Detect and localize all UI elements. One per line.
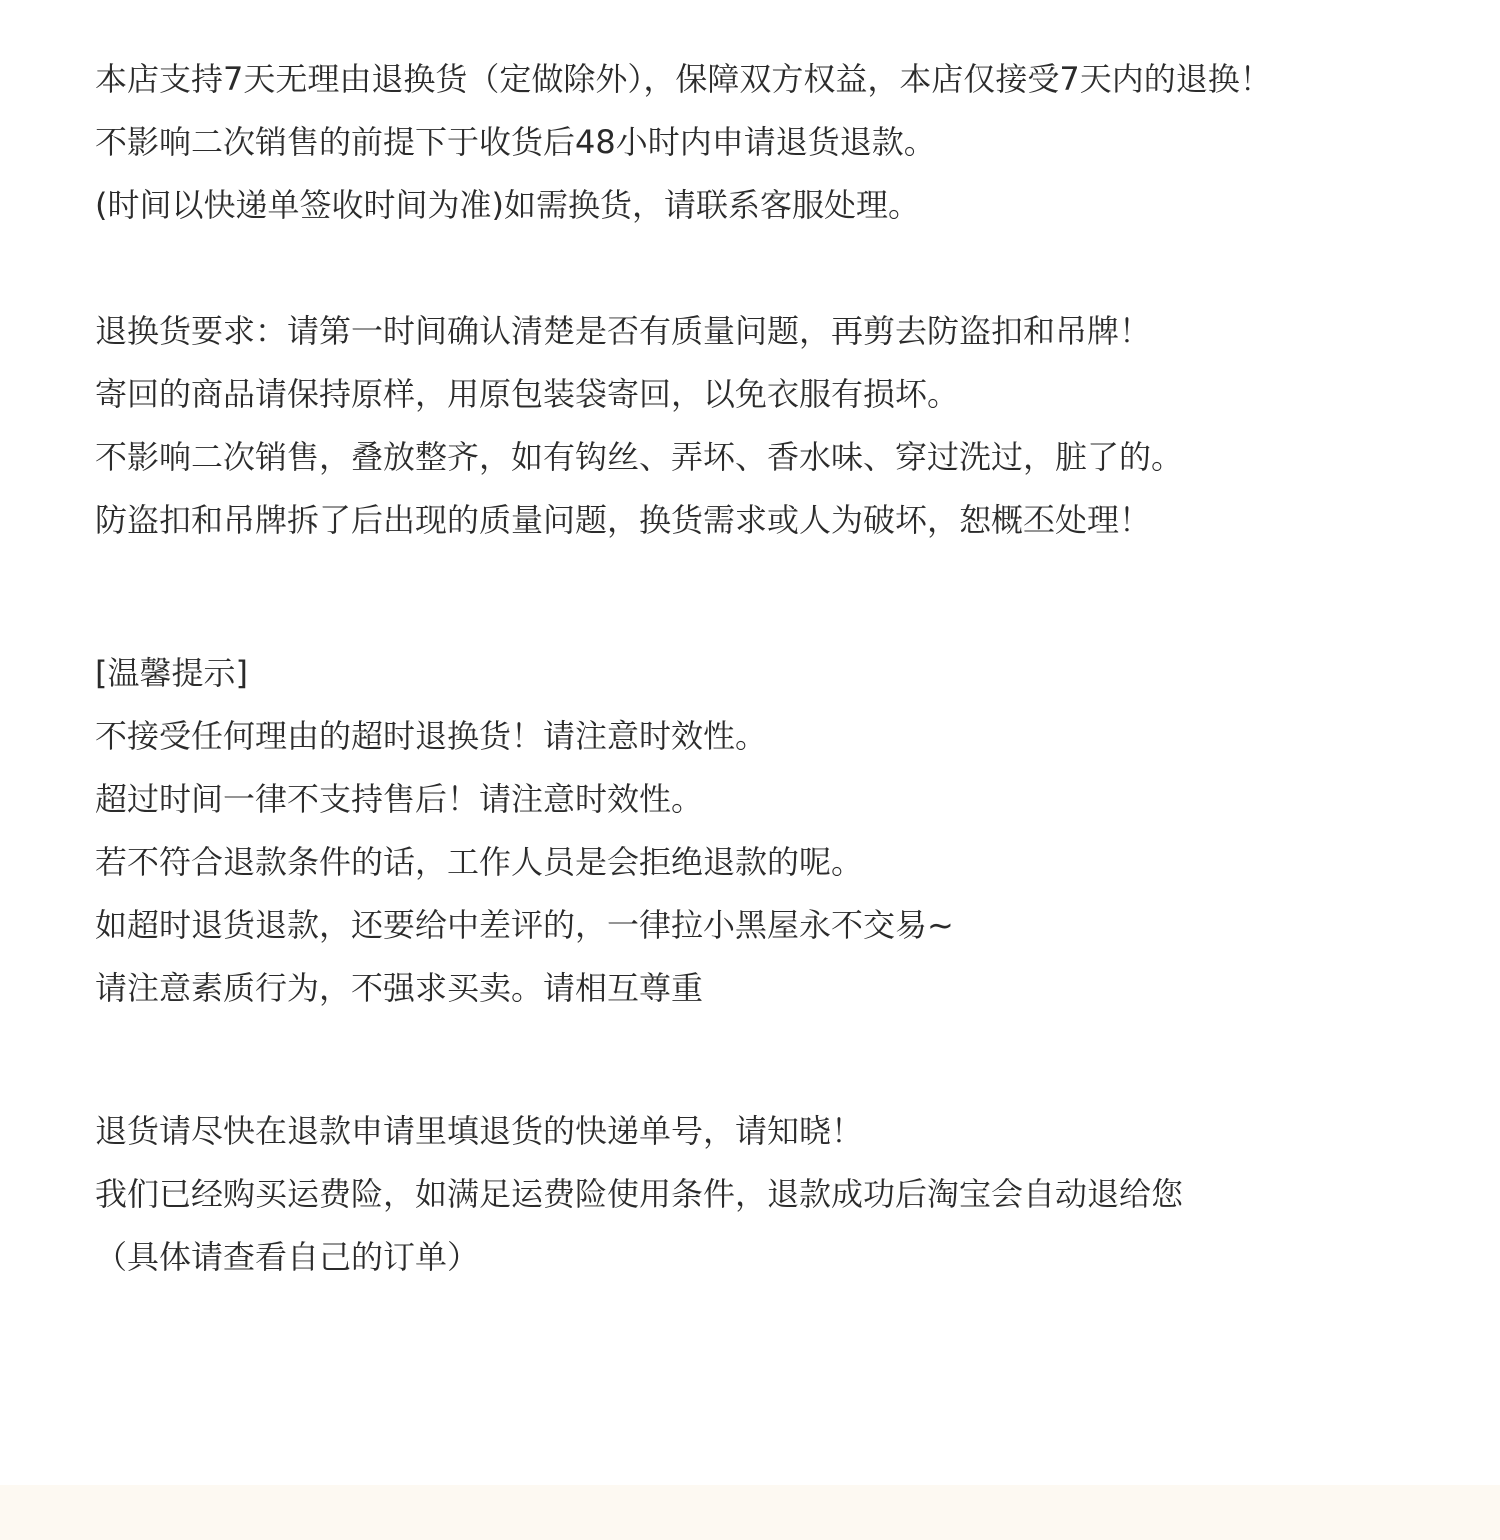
policy-line: 防盗扣和吊牌拆了后出现的质量问题，换货需求或人为破坏，恕概丕处理！ xyxy=(95,501,1152,539)
section-spacer xyxy=(95,237,1475,300)
policy-line: 超过时间一律不支持售后！请注意时效性。 xyxy=(95,780,704,818)
policy-line: 请注意素质行为，不强求买卖。请相互尊重 xyxy=(95,969,704,1007)
policy-line: 寄回的商品请保持原样，用原包装袋寄回，以免衣服有损坏。 xyxy=(95,375,960,413)
policy-line: 若不符合退款条件的话，工作人员是会拒绝退款的呢。 xyxy=(95,843,864,881)
policy-line: （具体请查看自己的订单） xyxy=(95,1238,480,1276)
tips-heading: [温馨提示] xyxy=(95,654,248,692)
policy-line: 不影响二次销售的前提下于收货后48小时内申请退货退款。 xyxy=(95,123,936,161)
policy-line: (时间以快递单签收时间为准)如需换货，请联系客服处理。 xyxy=(95,186,920,224)
policy-line: 如超时退货退款，还要给中差评的，一律拉小黑屋永不交易~ xyxy=(95,906,954,944)
policy-line: 我们已经购买运费险，如满足运费险使用条件，退款成功后淘宝会自动退给您 xyxy=(95,1175,1184,1213)
section-spacer xyxy=(95,1020,1475,1100)
section-spacer xyxy=(95,552,1475,642)
bottom-band xyxy=(0,1485,1500,1540)
policy-line: 不影响二次销售，叠放整齐，如有钩丝、弄坏、香水味、穿过洗过，脏了的。 xyxy=(95,438,1184,476)
policy-line: 退换货要求：请第一时间确认清楚是否有质量问题，再剪去防盗扣和吊牌！ xyxy=(95,312,1152,350)
policy-line: 退货请尽快在退款申请里填退货的快递单号，请知晓！ xyxy=(95,1112,864,1150)
policy-section-requirements xyxy=(95,300,1475,552)
policy-line: 本店支持7天无理由退换货（定做除外），保障双方权益，本店仅接受7天内的退换！ xyxy=(95,60,1272,98)
policy-section-shipping xyxy=(95,1100,1475,1289)
return-policy-text xyxy=(95,48,1475,1289)
policy-section-tips xyxy=(95,642,1475,1020)
policy-line: 不接受任何理由的超时退换货！请注意时效性。 xyxy=(95,717,768,755)
policy-section-intro xyxy=(95,48,1475,237)
